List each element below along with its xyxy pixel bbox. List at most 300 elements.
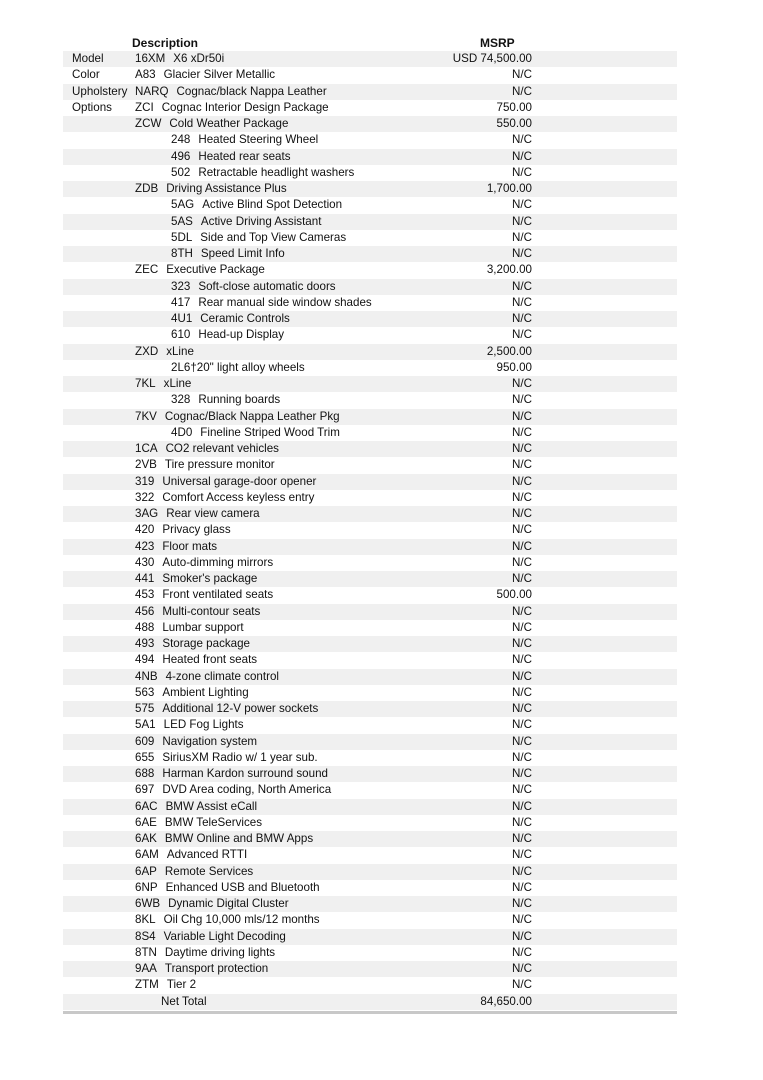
option-price: N/C — [512, 165, 532, 179]
row-description — [135, 539, 217, 555]
row-description — [135, 490, 314, 506]
row-description — [171, 360, 313, 376]
row-description — [135, 847, 247, 863]
option-price: N/C — [512, 620, 532, 634]
option-name: Oil Chg 10,000 mls/12 months — [163, 913, 320, 927]
table-row — [63, 506, 677, 522]
option-code: 2L6†20" light alloy wheels — [171, 360, 305, 374]
table-row — [63, 344, 677, 360]
option-code: 563 — [135, 685, 155, 699]
row-description — [135, 782, 331, 798]
option-price: 2,500.00 — [486, 344, 532, 358]
option-code: 488 — [135, 620, 155, 634]
row-description — [135, 84, 327, 100]
table-row — [63, 425, 677, 441]
row-description — [135, 571, 257, 587]
option-name: Head-up Display — [198, 328, 285, 342]
row-description — [135, 474, 316, 490]
option-name: Advanced RTTI — [166, 848, 248, 862]
row-description — [135, 181, 287, 197]
option-name: Heated front seats — [162, 653, 258, 667]
option-price: N/C — [512, 799, 532, 813]
option-code: 8S4 — [135, 929, 156, 943]
table-row — [63, 945, 677, 961]
option-code: 5DL — [171, 230, 193, 244]
option-name: BMW Online and BMW Apps — [164, 832, 314, 845]
option-price: N/C — [512, 604, 532, 618]
row-description — [135, 734, 257, 750]
table-row — [63, 392, 677, 408]
table-row — [63, 490, 677, 506]
option-price: N/C — [512, 897, 532, 910]
table-row — [63, 262, 677, 278]
option-name: Universal garage-door opener — [162, 474, 317, 488]
option-name: Heated rear seats — [198, 149, 291, 163]
option-name: Variable Light Decoding — [163, 929, 286, 943]
option-code: 6AM — [135, 848, 159, 862]
option-price: N/C — [512, 718, 532, 732]
option-code: 420 — [135, 523, 155, 537]
option-price: N/C — [512, 783, 532, 797]
option-code: 1CA — [135, 442, 158, 455]
table-row — [63, 961, 677, 977]
option-code: 5AG — [171, 198, 195, 212]
option-code: 688 — [135, 767, 155, 780]
option-code: 494 — [135, 653, 155, 667]
option-code: ZTM — [135, 978, 159, 992]
row-description — [171, 132, 318, 148]
table-row — [63, 522, 677, 538]
option-price: N/C — [512, 393, 532, 407]
option-name: xLine — [166, 344, 194, 358]
net-total-row — [63, 994, 677, 1010]
option-code: 6NP — [135, 880, 158, 894]
option-price: 750.00 — [496, 100, 532, 114]
table-row — [63, 132, 677, 148]
row-category-label: Options — [72, 100, 112, 114]
option-price: N/C — [512, 978, 532, 992]
option-price: N/C — [512, 734, 532, 748]
table-row — [63, 685, 677, 701]
table-row — [63, 457, 677, 473]
table-row — [63, 376, 677, 392]
option-name: Privacy glass — [162, 523, 231, 537]
row-description — [135, 409, 340, 425]
option-name: Active Driving Assistant — [200, 214, 322, 228]
row-description — [135, 116, 288, 132]
option-name: X6 xDr50i — [173, 52, 225, 65]
row-description — [135, 831, 313, 847]
option-name: Smoker's package — [162, 572, 258, 585]
net-total-label: Net Total — [161, 994, 207, 1008]
option-name: Navigation system — [162, 734, 258, 748]
table-row — [63, 197, 677, 213]
table-row — [63, 181, 677, 197]
row-description — [135, 912, 320, 928]
table-row — [63, 474, 677, 490]
row-description — [135, 880, 320, 896]
option-name: Lumbar support — [162, 620, 244, 634]
table-row — [63, 815, 677, 831]
option-code: 4U1 — [171, 312, 193, 325]
row-description — [135, 457, 275, 473]
option-price: 1,700.00 — [486, 182, 532, 195]
option-name: Floor mats — [162, 539, 218, 553]
option-code: 430 — [135, 555, 155, 569]
option-code: 248 — [171, 133, 191, 147]
option-code: A83 — [135, 68, 156, 82]
option-price: N/C — [512, 68, 532, 82]
options-table — [63, 51, 677, 1010]
table-row — [63, 701, 677, 717]
option-code: 322 — [135, 490, 155, 504]
option-price: N/C — [512, 377, 532, 390]
option-price: N/C — [512, 555, 532, 569]
option-code: 496 — [171, 149, 191, 163]
row-description — [171, 214, 321, 230]
table-row — [63, 896, 677, 912]
option-price: N/C — [512, 913, 532, 927]
option-code: 8TN — [135, 945, 157, 959]
row-description — [135, 587, 273, 603]
table-header — [0, 36, 763, 52]
table-row — [63, 864, 677, 880]
option-price: 950.00 — [496, 360, 532, 374]
table-row — [63, 360, 677, 376]
option-price: N/C — [512, 84, 532, 98]
table-row — [63, 279, 677, 295]
table-row — [63, 734, 677, 750]
option-code: 423 — [135, 539, 155, 553]
description-column-header: Description — [132, 36, 199, 50]
option-price: N/C — [512, 962, 532, 975]
option-name: Cognac Interior Design Package — [161, 100, 329, 114]
option-price: N/C — [512, 425, 532, 439]
option-name: Dynamic Digital Cluster — [168, 897, 289, 910]
option-name: Side and Top View Cameras — [200, 230, 347, 244]
table-row — [63, 880, 677, 896]
option-price: USD 74,500.00 — [452, 52, 532, 65]
option-code: NARQ — [135, 84, 169, 98]
option-name: Soft-close automatic doors — [198, 279, 336, 293]
option-name: Additional 12-V power sockets — [162, 702, 319, 715]
row-description — [135, 441, 279, 457]
option-price: N/C — [512, 685, 532, 699]
row-description — [135, 750, 318, 766]
table-row — [63, 311, 677, 327]
option-name: Glacier Silver Metallic — [163, 68, 276, 82]
option-name: Speed Limit Info — [200, 247, 285, 260]
table-row — [63, 165, 677, 181]
option-name: SiriusXM Radio w/ 1 year sub. — [162, 750, 318, 764]
table-row — [63, 652, 677, 668]
option-code: 6WB — [135, 897, 161, 910]
option-price: N/C — [512, 279, 532, 293]
option-name: Cognac/Black Nappa Leather Pkg — [164, 409, 340, 423]
option-code: 5A1 — [135, 718, 156, 732]
table-row — [63, 620, 677, 636]
option-price: 3,200.00 — [486, 263, 532, 277]
row-description — [135, 555, 273, 571]
row-description — [171, 165, 354, 181]
table-row — [63, 766, 677, 782]
option-name: DVD Area coding, North America — [162, 783, 332, 797]
row-description — [135, 685, 249, 701]
row-description — [135, 604, 260, 620]
option-price: 550.00 — [496, 117, 532, 130]
option-price: N/C — [512, 198, 532, 212]
option-name: Transport protection — [164, 962, 269, 975]
table-row — [63, 571, 677, 587]
table-row — [63, 116, 677, 132]
table-row — [63, 539, 677, 555]
option-price: N/C — [512, 474, 532, 488]
table-row — [63, 929, 677, 945]
option-name: Multi-contour seats — [162, 604, 261, 618]
option-name: Ambient Lighting — [162, 685, 249, 699]
option-code: 6AE — [135, 815, 157, 829]
table-row — [63, 912, 677, 928]
option-price: N/C — [512, 880, 532, 894]
option-code: 441 — [135, 572, 155, 585]
option-code: 493 — [135, 637, 155, 650]
table-row — [63, 149, 677, 165]
option-name: Storage package — [162, 637, 251, 650]
table-row — [63, 214, 677, 230]
option-price: N/C — [512, 929, 532, 943]
row-description — [135, 864, 253, 880]
option-price: N/C — [512, 832, 532, 845]
option-code: 7KL — [135, 377, 156, 390]
row-description — [135, 815, 262, 831]
row-description — [171, 246, 285, 262]
option-price: N/C — [512, 247, 532, 260]
option-price: N/C — [512, 490, 532, 504]
option-name: Daytime driving lights — [164, 945, 276, 959]
option-price: N/C — [512, 149, 532, 163]
row-description — [171, 392, 280, 408]
option-price: N/C — [512, 767, 532, 780]
option-code: 8KL — [135, 913, 156, 927]
option-price: N/C — [512, 523, 532, 537]
table-row — [63, 750, 677, 766]
option-code: 328 — [171, 393, 191, 407]
table-row — [63, 51, 677, 67]
option-name: CO2 relevant vehicles — [165, 442, 279, 455]
table-row — [63, 782, 677, 798]
bottom-divider — [63, 1011, 677, 1014]
table-row — [63, 604, 677, 620]
row-description — [171, 295, 372, 311]
table-row — [63, 847, 677, 863]
table-row — [63, 555, 677, 571]
table-row — [63, 100, 677, 116]
option-name: Comfort Access keyless entry — [162, 490, 315, 504]
row-description — [135, 262, 265, 278]
option-name: Rear manual side window shades — [198, 295, 372, 309]
option-code: 9AA — [135, 962, 157, 975]
option-price: N/C — [512, 458, 532, 472]
option-code: ZDB — [135, 182, 159, 195]
row-description — [135, 636, 250, 652]
row-category-label: Upholstery — [72, 84, 128, 98]
option-code: 6AC — [135, 799, 158, 813]
row-description — [135, 945, 275, 961]
option-code: 4NB — [135, 669, 158, 683]
option-price: N/C — [512, 507, 532, 520]
option-code: 610 — [171, 328, 191, 342]
option-name: Driving Assistance Plus — [166, 182, 287, 195]
option-price: N/C — [512, 637, 532, 650]
row-description — [171, 311, 290, 327]
option-code: 697 — [135, 783, 155, 797]
option-name: Cold Weather Package — [169, 117, 289, 130]
option-name: Retractable headlight washers — [198, 165, 355, 179]
row-description — [135, 799, 257, 815]
option-price: 500.00 — [496, 588, 532, 602]
option-price: N/C — [512, 214, 532, 228]
row-category-label: Color — [72, 68, 100, 82]
option-name: Tire pressure monitor — [164, 458, 275, 472]
table-row — [63, 246, 677, 262]
option-code: 655 — [135, 750, 155, 764]
option-name: BMW TeleServices — [164, 815, 262, 829]
option-code: 609 — [135, 734, 155, 748]
row-description — [135, 701, 318, 717]
option-code: 5AS — [171, 214, 193, 228]
option-name: Front ventilated seats — [162, 588, 274, 602]
row-description — [135, 344, 194, 360]
table-row — [63, 84, 677, 100]
option-code: 2VB — [135, 458, 157, 472]
table-row — [63, 977, 677, 993]
row-description — [135, 961, 268, 977]
option-name: xLine — [163, 377, 192, 390]
table-row — [63, 441, 677, 457]
option-name: Fineline Striped Wood Trim — [200, 425, 340, 439]
option-price: N/C — [512, 572, 532, 585]
option-name: Executive Package — [166, 263, 265, 277]
option-price: N/C — [512, 864, 532, 878]
option-name: Running boards — [198, 393, 281, 407]
option-name: Remote Services — [164, 864, 254, 878]
option-code: 323 — [171, 279, 191, 293]
option-name: Auto-dimming mirrors — [162, 555, 274, 569]
option-code: 417 — [171, 295, 191, 309]
row-description — [135, 669, 279, 685]
msrp-column-header: MSRP — [480, 36, 515, 50]
row-description — [135, 100, 329, 116]
row-description — [171, 425, 340, 441]
option-code: 3AG — [135, 507, 159, 520]
option-code: ZCW — [135, 117, 162, 130]
row-description — [135, 67, 275, 83]
option-code: 6AP — [135, 864, 157, 878]
option-name: Active Blind Spot Detection — [202, 198, 343, 212]
option-name: Rear view camera — [166, 507, 260, 520]
row-description — [135, 376, 191, 392]
option-price: N/C — [512, 409, 532, 423]
option-name: Ceramic Controls — [200, 312, 290, 325]
net-total-value: 84,650.00 — [480, 994, 532, 1008]
option-code: 453 — [135, 588, 155, 602]
option-name: Cognac/black Nappa Leather — [176, 84, 327, 98]
option-code: ZXD — [135, 344, 159, 358]
option-price: N/C — [512, 750, 532, 764]
row-description — [171, 327, 284, 343]
option-name: LED Fog Lights — [163, 718, 244, 732]
option-code: ZEC — [135, 263, 159, 277]
row-description — [171, 230, 346, 246]
option-price: N/C — [512, 312, 532, 325]
row-description — [171, 279, 336, 295]
table-row — [63, 409, 677, 425]
option-price: N/C — [512, 328, 532, 342]
option-code: 6AK — [135, 832, 157, 845]
row-category-label: Model — [72, 52, 104, 65]
option-code: 7KV — [135, 409, 157, 423]
table-row — [63, 230, 677, 246]
option-code: 4D0 — [171, 425, 193, 439]
option-name: 4-zone climate control — [165, 669, 279, 683]
option-price: N/C — [512, 815, 532, 829]
table-row — [63, 669, 677, 685]
row-description — [135, 896, 289, 912]
row-description — [135, 620, 244, 636]
option-code: 16XM — [135, 52, 166, 65]
option-price: N/C — [512, 669, 532, 683]
table-row — [63, 67, 677, 83]
option-price: N/C — [512, 702, 532, 715]
option-code: 319 — [135, 474, 155, 488]
option-name: Enhanced USB and Bluetooth — [165, 880, 320, 894]
row-description — [171, 149, 291, 165]
table-row — [63, 831, 677, 847]
row-description — [171, 197, 342, 213]
option-price: N/C — [512, 653, 532, 667]
table-row — [63, 587, 677, 603]
row-description — [135, 51, 224, 67]
table-row — [63, 295, 677, 311]
option-price: N/C — [512, 848, 532, 862]
option-code: 575 — [135, 702, 155, 715]
row-description — [135, 977, 196, 993]
option-code: 456 — [135, 604, 155, 618]
option-name: Heated Steering Wheel — [198, 133, 319, 147]
option-name: BMW Assist eCall — [165, 799, 258, 813]
option-price: N/C — [512, 133, 532, 147]
row-description — [135, 929, 286, 945]
option-code: 8TH — [171, 247, 193, 260]
row-description — [135, 522, 231, 538]
option-name: Harman Kardon surround sound — [162, 767, 328, 780]
option-price: N/C — [512, 295, 532, 309]
row-description — [135, 506, 260, 522]
row-description — [135, 652, 257, 668]
row-description — [135, 766, 328, 782]
option-price: N/C — [512, 230, 532, 244]
option-code: ZCI — [135, 100, 154, 114]
table-row — [63, 717, 677, 733]
table-row — [63, 799, 677, 815]
table-row — [63, 636, 677, 652]
option-price: N/C — [512, 945, 532, 959]
table-row — [63, 327, 677, 343]
row-description — [135, 717, 244, 733]
option-code: 502 — [171, 165, 191, 179]
option-name: Tier 2 — [166, 978, 197, 992]
option-price: N/C — [512, 442, 532, 455]
